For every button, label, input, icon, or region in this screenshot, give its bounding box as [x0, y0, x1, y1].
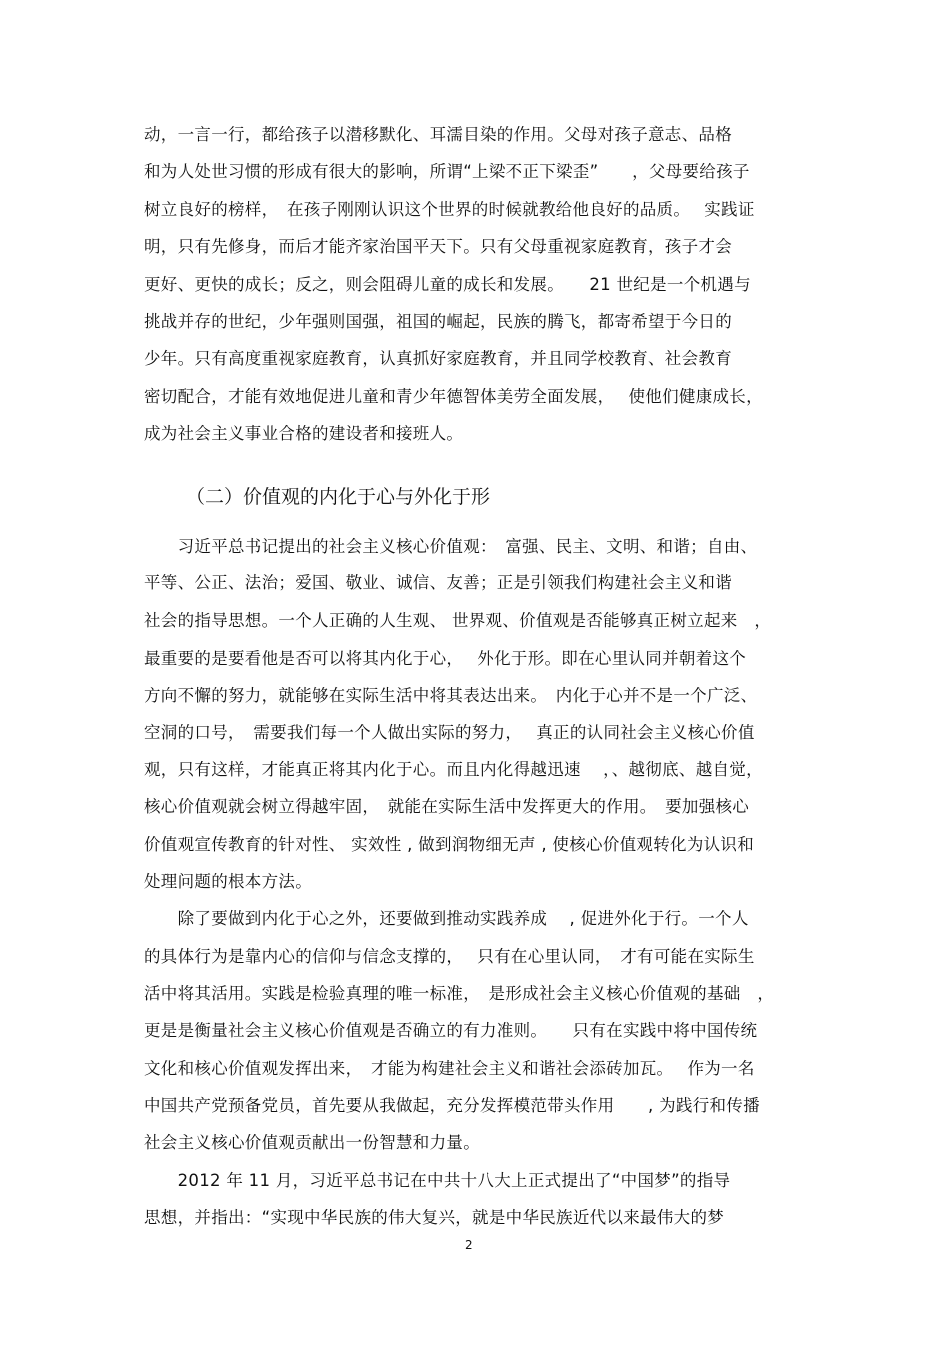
text-line: 更是是衡量社会主义核心价值观是否确立的有力准则。 只有在实践中将中国传统: [144, 1021, 758, 1040]
text-line: 思想，并指出：“实现中华民族的伟大复兴，就是中华民族近代以来最伟大的梦: [144, 1208, 725, 1227]
text-line: 价值观宣传教育的针对性、 实效性 , 做到润物细无声 , 使核心价值观转化为认识和: [144, 835, 755, 854]
text-line: 社会主义核心价值观贡献出一份智慧和力量。: [144, 1133, 480, 1152]
text-line: 文化和核心价值观发挥出来， 才能为构建社会主义和谐社会添砖加瓦。 作为一名: [144, 1059, 755, 1078]
text-line: 密切配合，才能有效地促进儿童和青少年德智体美劳全面发展， 使他们健康成长，: [144, 387, 763, 406]
text-line: 社会的指导思想。一个人正确的人生观、 世界观、价值观是否能够真正树立起来 ，: [144, 611, 772, 630]
text-line: 明，只有先修身，而后才能齐家治国平天下。只有父母重视家庭教育，孩子才会: [144, 237, 732, 256]
text-line: 习近平总书记提出的社会主义核心价值观： 富强、民主、文明、和谐；自由、: [144, 537, 758, 556]
text-line: 树立良好的榜样， 在孩子刚刚认识这个世界的时候就教给他良好的品质。 实践证: [144, 200, 755, 219]
text-line: 除了要做到内化于心之外，还要做到推动实践养成 , 促进外化于行。一个人: [144, 909, 749, 928]
text-line: 最重要的是要看他是否可以将其内化于心， 外化于形。即在心里认同并朝着这个: [144, 649, 747, 668]
text-line: 核心价值观就会树立得越牢固， 就能在实际生活中发挥更大的作用。 要加强核心: [144, 797, 750, 816]
text-line: 平等、公正、法治；爱国、敬业、诚信、友善；正是引领我们构建社会主义和谐: [144, 573, 732, 592]
text-line: 中国共产党预备党员，首先要从我做起，充分发挥模范带头作用 , 为践行和传播: [144, 1096, 760, 1115]
text-line: 方向不懈的努力，就能够在实际生活中将其表达出来。 内化于心并不是一个广泛、: [144, 686, 758, 705]
text-line: 成为社会主义事业合格的建设者和接班人。: [144, 424, 464, 443]
text-line: 和为人处世习惯的形成有很大的影响，所谓“上梁不正下梁歪” ，父母要给孩子: [144, 162, 750, 181]
text-line: 挑战并存的世纪，少年强则国强，祖国的崛起，民族的腾飞，都寄希望于今日的: [144, 312, 732, 331]
text-line: 活中将其活用。实践是检验真理的唯一标准， 是形成社会主义核心价值观的基础 ，: [144, 984, 775, 1003]
text-line: 更好、更快的成长；反之，则会阻碍儿童的成长和发展。 21 世纪是一个机遇与: [144, 275, 751, 294]
section-heading: （二）价值观的内化于心与外化于形: [186, 486, 491, 508]
text-line: 动，一言一行，都给孩子以潜移默化、耳濡目染的作用。父母对孩子意志、品格: [144, 125, 732, 144]
text-line: 的具体行为是靠内心的信仰与信念支撑的， 只有在心里认同， 才有可能在实际生: [144, 947, 755, 966]
page-number: 2: [465, 1238, 473, 1252]
text-line: 观，只有这样，才能真正将其内化于心。而且内化得越迅速 ，、越彻底、越自觉，: [144, 760, 763, 779]
text-line: 2012 年 11 月，习近平总书记在中共十八大上正式提出了“中国梦”的指导: [144, 1171, 731, 1190]
text-line: 处理问题的根本方法。: [144, 872, 312, 891]
text-line: 空洞的口号， 需要我们每一个人做出实际的努力， 真正的认同社会主义核心价值: [144, 723, 755, 742]
text-line: 少年。只有高度重视家庭教育，认真抓好家庭教育，并且同学校教育、社会教育: [144, 349, 732, 368]
